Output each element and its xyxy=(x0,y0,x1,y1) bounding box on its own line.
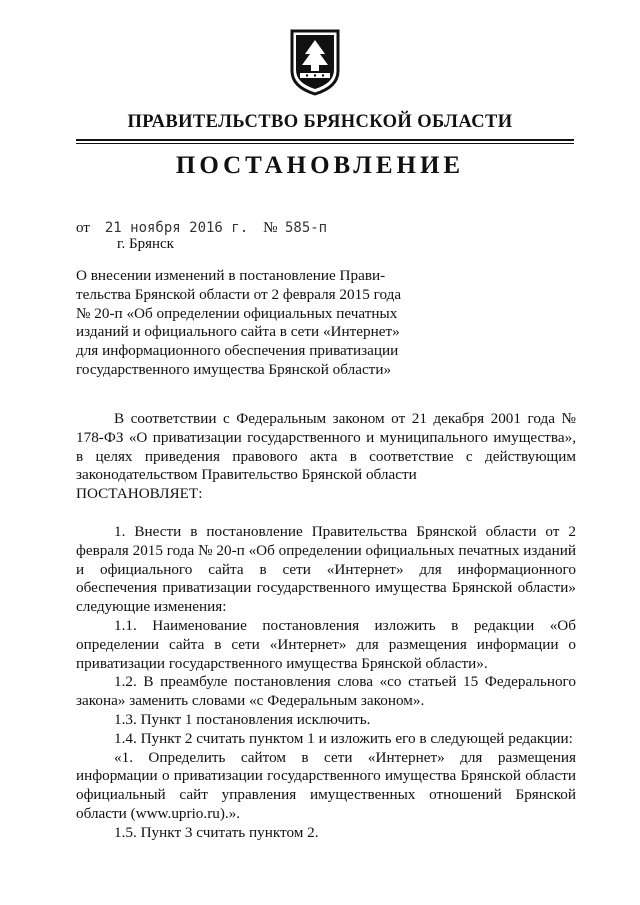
quoted-clause: «1. Определить сайтом в сети «Интернет» для размещения информации о приватизации государственного имущества Брянской области официальный сайт управления имущественных отношений Брянской области (www.uprio.ru).». xyxy=(76,748,576,822)
number-label: № xyxy=(263,220,278,236)
subject-line: изданий и официального сайта в сети «Интернет» xyxy=(76,323,400,341)
decree-word: ПОСТАНОВЛЯЕТ: xyxy=(76,485,203,503)
item-1-4: 1.4. Пункт 2 считать пунктом 1 и изложить его в следующей редакции: xyxy=(114,729,573,747)
document-type-title: ПОСТАНОВЛЕНИЕ xyxy=(175,152,465,179)
item-1-5: 1.5. Пункт 3 считать пунктом 2. xyxy=(114,823,319,841)
subject-line: тельства Брянской области от 2 февраля 2015 года xyxy=(76,285,402,303)
government-title: ПРАВИТЕЛЬСТВО БРЯНСКОЙ ОБЛАСТИ xyxy=(127,112,513,132)
subject-title xyxy=(76,267,422,380)
header-rule-thin xyxy=(76,143,574,144)
header-rule-thick xyxy=(76,139,574,141)
item-1-3: 1.3. Пункт 1 постановления исключить. xyxy=(114,710,371,728)
subject-line: государственного имущества Брянской области» xyxy=(76,360,392,378)
document-body xyxy=(76,410,576,843)
decree-date: 21 ноября 2016 г. xyxy=(104,220,249,236)
city: г. Брянск xyxy=(117,236,174,252)
item-1-2: 1.2. В преамбуле постановления слова «со статьей 15 Федерального закона» заменить словами «с Федеральным законом». xyxy=(76,673,576,710)
subject-line: О внесении изменений в постановление Прави- xyxy=(76,267,386,284)
decree-number: 585-п xyxy=(284,220,328,236)
preamble-paragraph: В соответствии с Федеральным законом от 21 декабря 2001 года № 178-ФЗ «О приватизации государственного и муниципального имущества», в целях приведения правового акта в соответствие с действующим законодательством Правительство Брянской области xyxy=(76,410,576,484)
item-1-1: 1.1. Наименование постановления изложить в редакции «Об определении сайта в сети «Интернет» для размещения информации о приватизации государственного имущества Брянской области». xyxy=(76,616,576,672)
subject-line: № 20-п «Об определении официальных печатных xyxy=(76,304,398,322)
date-number-line xyxy=(76,220,327,237)
item-1: 1. Внести в постановление Правительства Брянской области от 2 февраля 2015 года № 20-п «Об определении официальных печатных изданий и официального сайта в сети «Интернет» для информационного обеспечения приватизации государственного имущества Брянской области» следующие изменения: xyxy=(76,522,576,616)
bryansk-coat-of-arms-icon xyxy=(286,27,344,97)
subject-line: для информационного обеспечения приватизации xyxy=(76,342,399,360)
from-label: от xyxy=(76,220,90,236)
